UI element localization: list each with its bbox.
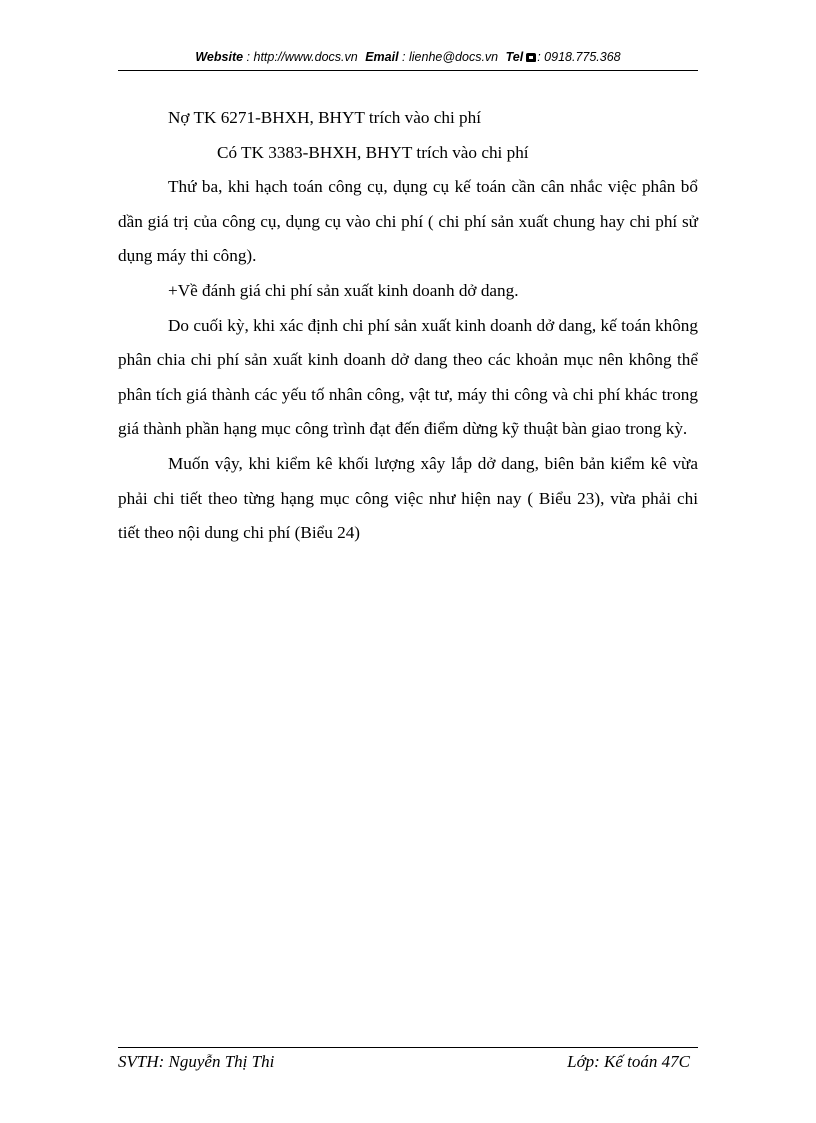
website-label: Website	[195, 50, 244, 64]
header-divider	[118, 70, 698, 71]
tel-label: Tel	[505, 50, 524, 64]
email-label: Email	[365, 50, 399, 64]
paragraph-credit-entry: Có TK 3383-BHXH, BHYT trích vào chi phí	[217, 142, 529, 162]
footer-author: SVTH: Nguyễn Thị Thi	[118, 1052, 275, 1071]
footer-class: Lớp: Kế toán 47C	[567, 1052, 690, 1071]
website-url[interactable]: : http://www.docs.vn	[246, 50, 358, 64]
paragraph-debit-entry: Nợ TK 6271-BHXH, BHYT trích vào chi phí	[168, 108, 482, 127]
paragraph-tools-allocation: Thứ ba, khi hạch toán công cụ, dụng cụ kế toán cần cân nhắc việc phân bổ dần giá trị của công cụ, dụng cụ vào chi phí ( chi phí sản xuất chung hay chi phí sử dụng máy thi công).	[118, 177, 698, 266]
footer-divider	[118, 1047, 698, 1048]
telephone-icon	[526, 53, 536, 62]
email-address[interactable]: : lienhe@docs.vn	[402, 50, 499, 64]
tel-number: : 0918.775.368	[537, 50, 621, 64]
paragraph-inventory-count: Muốn vậy, khi kiểm kê khối lượng xây lắp dở dang, biên bản kiểm kê vừa phải chi tiết theo từng hạng mục công việc như hiện nay ( Biểu 23), vừa phải chi tiết theo nội dung chi phí (Biểu 24)	[118, 453, 698, 543]
document-body	[118, 101, 698, 551]
paragraph-wip-heading: +Về đánh giá chi phí sản xuất kinh doanh dở dang.	[168, 280, 519, 300]
page-header	[118, 50, 698, 64]
paragraph-wip-evaluation: Do cuối kỳ, khi xác định chi phí sản xuất kinh doanh dở dang, kế toán không phân chia chi phí sản xuất kinh doanh dở dang theo các khoản mục nên không thể phân tích giá thành các yếu tố nhân công, vật tư, máy thi công và chi phí khác trong giá thành phần hạng mục công trình đạt đến điểm dừng kỹ thuật bàn giao trong kỳ.	[118, 315, 698, 439]
